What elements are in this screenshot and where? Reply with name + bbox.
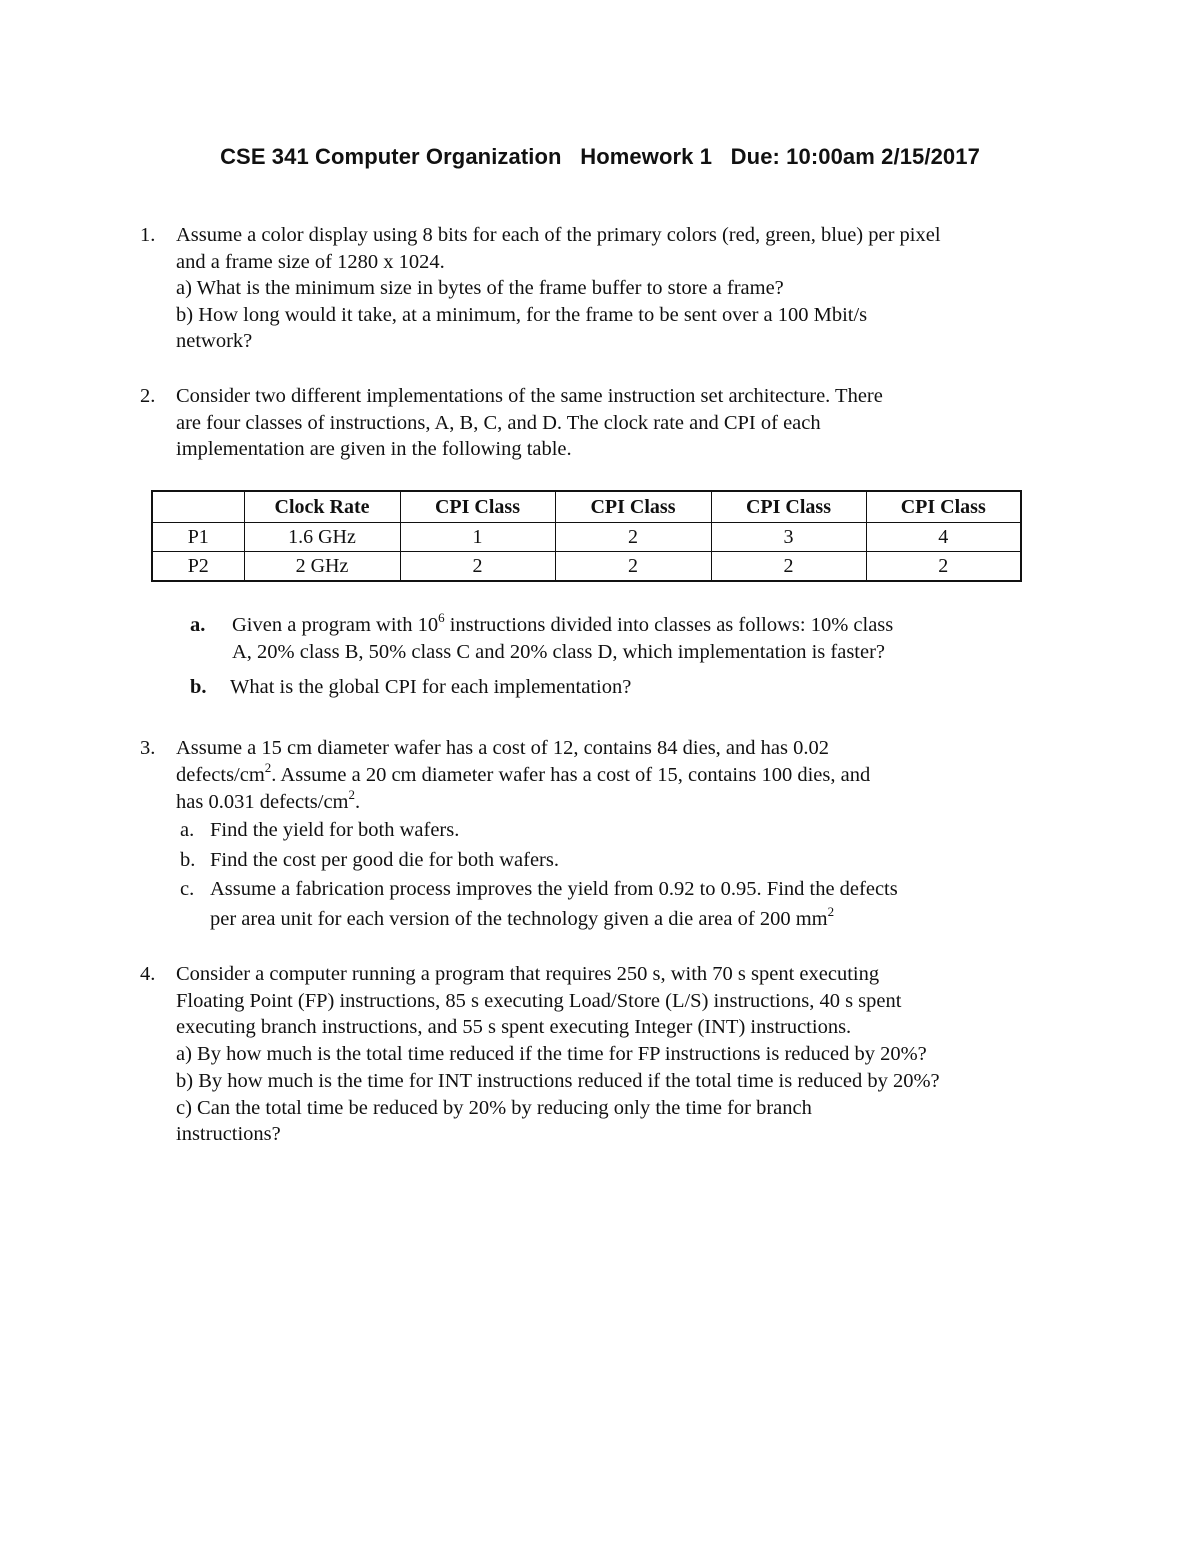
item-text (210, 905, 898, 935)
table-header-cell: CPI Class (711, 491, 866, 523)
item-label: a. (180, 819, 195, 841)
question-line: instructions? (176, 1123, 281, 1146)
question-line: c) Can the total time be reduced by 20% by reducing only the time for branch (176, 1096, 812, 1119)
sub-line (232, 612, 1070, 639)
sub-line: What is the global CPI for each implementation? (230, 676, 632, 698)
table-cell: P2 (152, 552, 244, 582)
table-cell: 1 (400, 523, 555, 552)
text-segment: Given a program with 10 (232, 614, 439, 636)
text-segment: instructions divided into classes as follows: 10% class (444, 614, 894, 636)
question-line: Assume a 15 cm diameter wafer has a cost of 12, contains 84 dies, and has 0.02 (176, 737, 829, 759)
question-line: and a frame size of 1280 x 1024. (176, 250, 445, 273)
item-label: b. (180, 848, 196, 871)
question-line: b) How long would it take, at a minimum, for the frame to be sent over a 100 Mbit/s (176, 303, 868, 326)
sub-label: a. (190, 614, 206, 636)
question-line: a) What is the minimum size in bytes of the frame buffer to store a frame? (176, 277, 784, 299)
question-number: 3. (140, 737, 156, 759)
table-header-cell: CPI Class (400, 491, 555, 523)
table-cell: 2 (400, 552, 555, 582)
superscript: 2 (348, 787, 355, 802)
question-line: Consider a computer running a program that requires 250 s, with 70 s spent executing (176, 963, 880, 985)
question-line: a) By how much is the total time reduced if the time for FP instructions is reduced by 20%? (176, 1043, 927, 1066)
question-4 (140, 961, 1070, 1148)
list-item (180, 875, 898, 934)
table-cell: 3 (711, 523, 866, 552)
question-1 (140, 222, 1070, 355)
question-line: b) By how much is the time for INT instructions reduced if the total time is reduced by 20%? (176, 1069, 940, 1092)
item-text: Assume a fabrication process improves the yield from 0.92 to 0.95. Find the defects (210, 878, 898, 900)
item-label: c. (180, 878, 195, 900)
question-number: 4. (140, 963, 156, 985)
sub-label: b. (190, 676, 207, 698)
cpi-table (151, 490, 1022, 582)
question-3-items (180, 816, 898, 934)
question-line (176, 762, 1070, 789)
sub-line: A, 20% class B, 50% class C and 20% class D, which implementation is faster? (232, 641, 886, 663)
text-segment: defects/cm (176, 764, 265, 786)
item-text: Find the yield for both wafers. (210, 819, 460, 841)
list-item (180, 816, 898, 846)
table-row (152, 552, 1021, 582)
table-cell: 2 (555, 552, 711, 582)
table-cell: 2 GHz (244, 552, 400, 582)
table-cell: 2 (555, 523, 711, 552)
question-line: are four classes of instructions, A, B, C, and D. The clock rate and CPI of each (176, 411, 821, 434)
table-header-row (152, 491, 1021, 523)
text-segment: per area unit for each version of the technology given a die area of 200 mm (210, 907, 828, 930)
superscript: 2 (264, 760, 272, 775)
table-cell: 2 (866, 552, 1021, 582)
table-header-cell: CPI Class (866, 491, 1021, 523)
question-line: Assume a color display using 8 bits for each of the primary colors (red, green, blue) per pixel (176, 224, 941, 246)
question-line: network? (176, 330, 253, 352)
question-2b (190, 674, 1070, 701)
table-cell: 1.6 GHz (244, 523, 400, 552)
table-row (152, 523, 1021, 552)
text-segment: . (355, 791, 361, 813)
superscript: 2 (827, 903, 835, 919)
page-title: CSE 341 Computer Organization Homework 1 Due: 10:00am 2/15/2017 (220, 144, 980, 169)
superscript: 6 (438, 610, 445, 625)
question-line: implementation are given in the following table. (176, 438, 572, 460)
question-number: 2. (140, 385, 156, 407)
item-text: Find the cost per good die for both wafers. (210, 848, 559, 871)
table-header-cell (152, 491, 244, 523)
table-header-cell: Clock Rate (244, 491, 400, 523)
question-line: Floating Point (FP) instructions, 85 s executing Load/Store (L/S) instructions, 40 s spent (176, 989, 902, 1012)
question-line: executing branch instructions, and 55 s spent executing Integer (INT) instructions. (176, 1016, 852, 1039)
question-line (176, 789, 1070, 816)
table-header-cell: CPI Class (555, 491, 711, 523)
table-cell: 2 (711, 552, 866, 582)
question-line: Consider two different implementations of the same instruction set architecture. There (176, 385, 883, 407)
text-segment: . Assume a 20 cm diameter wafer has a cost of 15, contains 100 dies, and (271, 764, 871, 786)
question-3 (140, 735, 1070, 816)
table-cell: 4 (866, 523, 1021, 552)
question-number: 1. (140, 224, 156, 246)
list-item (180, 846, 898, 876)
table-cell: P1 (152, 523, 244, 552)
question-2 (140, 383, 1070, 463)
question-2a (190, 612, 1070, 666)
text-segment: has 0.031 defects/cm (176, 791, 349, 813)
